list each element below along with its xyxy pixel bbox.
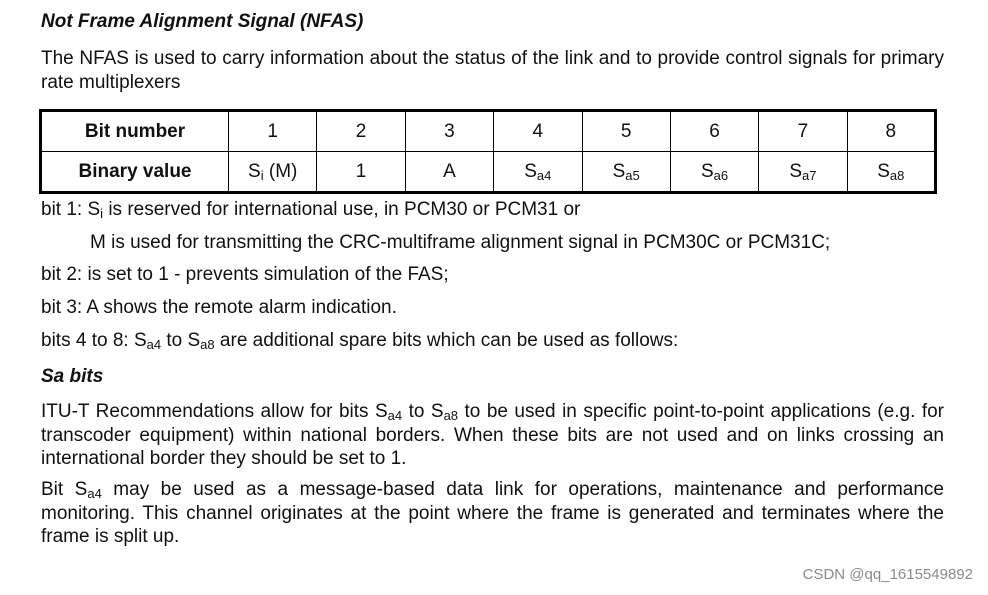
bit-number-cell: 4 bbox=[494, 111, 582, 152]
value-main: S bbox=[524, 160, 537, 182]
value-subscript: a8 bbox=[889, 167, 905, 183]
value-subscript: a7 bbox=[802, 167, 817, 183]
bit-number-cell: 1 bbox=[229, 111, 317, 152]
binary-value-cell bbox=[405, 152, 493, 193]
bit2-description: bit 2: is set to 1 - prevents simulation of the FAS; bbox=[41, 264, 449, 285]
binary-value-cell bbox=[582, 152, 670, 193]
value-main: S bbox=[248, 160, 261, 182]
bit-number-cell: 5 bbox=[582, 111, 670, 152]
binary-value-cell bbox=[229, 152, 317, 193]
sa-bits-heading: Sa bits bbox=[41, 366, 104, 387]
value-suffix: (M) bbox=[263, 160, 298, 182]
bit-number-cell: 6 bbox=[670, 111, 758, 152]
csdn-watermark: CSDN @qq_1615549892 bbox=[802, 566, 973, 583]
value-main: S bbox=[789, 160, 803, 182]
bit-number-cell: 8 bbox=[847, 111, 935, 152]
bit1-description: bit 1: $S_i$ is reserved for international use, in PCM30 or PCM31 or bbox=[41, 199, 581, 221]
value-main: S bbox=[612, 160, 626, 182]
value-subscript: a6 bbox=[713, 167, 729, 183]
nfas-heading: Not Frame Alignment Signal (NFAS) bbox=[41, 11, 364, 32]
bits4to8-description: bits 4 to 8: $S_{a4}$ to $S_{a8}$ are additional spare bits which can be used as follows: bbox=[41, 330, 679, 352]
binary-value-cell bbox=[670, 152, 758, 193]
value-subscript: a4 bbox=[536, 167, 552, 183]
value-main: A bbox=[443, 160, 456, 182]
bit-number-row bbox=[41, 111, 936, 152]
binary-value-row bbox=[41, 152, 936, 193]
binary-value-header: Binary value bbox=[41, 152, 229, 193]
value-subscript: i bbox=[260, 167, 264, 183]
nfas-bit-table bbox=[39, 109, 937, 194]
bit-number-header: Bit number bbox=[41, 111, 229, 152]
value-main: S bbox=[700, 160, 714, 182]
binary-value-cell bbox=[494, 152, 582, 193]
binary-value-cell bbox=[847, 152, 935, 193]
nfas-intro-paragraph: The NFAS is used to carry information about the status of the link and to provide control signals for primary rate multiplexers bbox=[41, 48, 944, 93]
value-main: S bbox=[877, 160, 890, 182]
bit-number-cell: 7 bbox=[759, 111, 847, 152]
value-subscript: a5 bbox=[625, 167, 640, 183]
sa-bits-paragraph-1: ITU-T Recommendations allow for bits $S_{a4}$ to $S_{a8}$ to be used in specific point-to-point applications (e.g. for transcoder equipment) within national borders. When these bits are not used and on links crossing an international border they should be set to 1. bbox=[41, 401, 944, 469]
binary-value-cell bbox=[759, 152, 847, 193]
binary-value-cell bbox=[317, 152, 405, 193]
bit3-description: bit 3: A shows the remote alarm indication. bbox=[41, 297, 397, 318]
bit-number-cell: 2 bbox=[317, 111, 405, 152]
bit1-continuation: M is used for transmitting the CRC-multiframe alignment signal in PCM30C or PCM31C; bbox=[90, 232, 831, 253]
sa-bits-paragraph-2: Bit $S_{a4}$ may be used as a message-based data link for operations, maintenance and performance monitoring. This channel originates at the point where the frame is generated and terminates where the frame is split up. bbox=[41, 479, 944, 547]
value-main: 1 bbox=[355, 160, 367, 182]
bit-number-cell: 3 bbox=[405, 111, 493, 152]
